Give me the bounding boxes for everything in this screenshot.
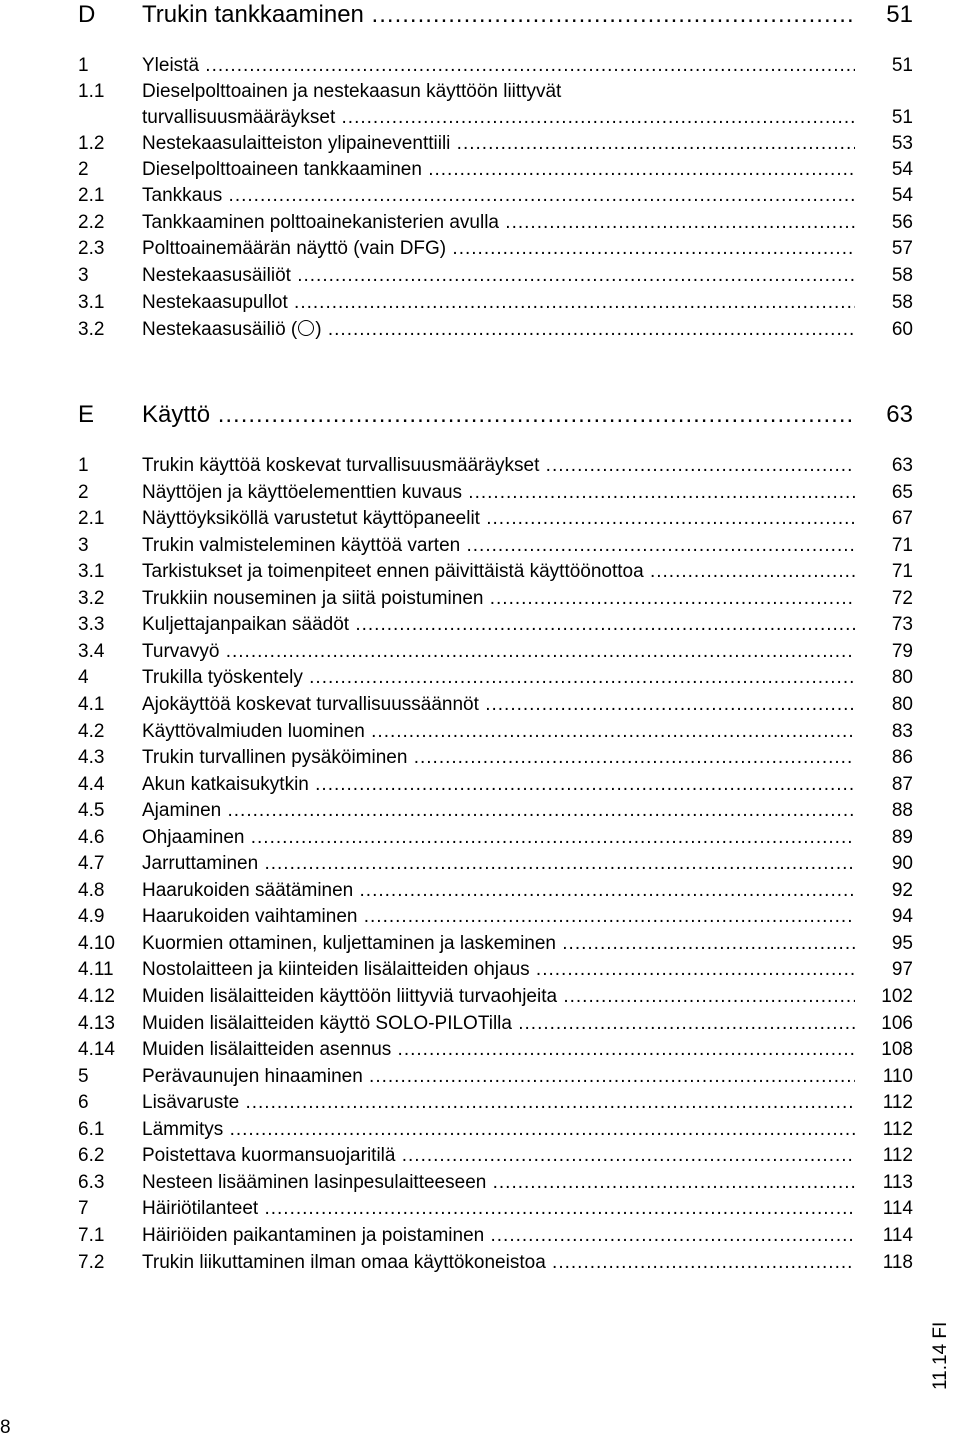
toc-entry xyxy=(78,53,913,79)
entry-number: 3 xyxy=(78,535,89,556)
toc-entry xyxy=(78,263,913,289)
entry-number: 6 xyxy=(78,1092,89,1113)
entry-page: 67 xyxy=(891,508,913,529)
entry-page: 83 xyxy=(891,721,913,742)
entry-title: Turvavyö ..... xyxy=(142,639,855,665)
entry-title: Trukkiin nouseminen ja siitä poistuminen ..... xyxy=(142,586,855,612)
entry-number: 3.1 xyxy=(78,292,105,313)
entry-title: Nestekaasusäiliöt ..... xyxy=(142,263,855,289)
toc-entry xyxy=(78,453,913,479)
entry-page: 80 xyxy=(891,667,913,688)
entry-title: Nesteen lisääminen lasinpesulaitteeseen ..... xyxy=(142,1170,855,1196)
entry-page: 112 xyxy=(882,1119,913,1140)
entry-title: Ajaminen ..... xyxy=(142,798,855,824)
toc-entry xyxy=(78,1064,913,1090)
entry-page: 72 xyxy=(891,588,913,609)
entry-title: Häiriöiden paikantaminen ja poistaminen ..... xyxy=(142,1223,855,1249)
entry-title: Kuormien ottaminen, kuljettaminen ja laskeminen ..... xyxy=(142,931,855,957)
toc-entry xyxy=(78,1090,913,1116)
entry-page: 112 xyxy=(882,1145,913,1166)
entry-page: 87 xyxy=(891,774,913,795)
toc-entry xyxy=(78,719,913,745)
toc-entry xyxy=(78,105,913,131)
entry-number: 4.4 xyxy=(78,774,105,795)
entry-title: Ohjaaminen ..... xyxy=(142,825,855,851)
entry-page: 51 xyxy=(891,107,913,128)
entry-page: 79 xyxy=(891,641,913,662)
page-number: 8 xyxy=(0,1417,11,1438)
entry-title: Yleistä ..... xyxy=(142,53,855,79)
toc-entry xyxy=(78,692,913,718)
entry-page: 56 xyxy=(891,212,913,233)
entry-title: Perävaunujen hinaaminen ..... xyxy=(142,1064,855,1090)
entry-page: 51 xyxy=(891,55,913,76)
toc-entry xyxy=(78,612,913,638)
chapter-letter: E xyxy=(78,401,95,428)
chapter-title: Käyttö ..... xyxy=(142,400,855,430)
entry-title: Jarruttaminen ..... xyxy=(142,851,855,877)
entry-page: 88 xyxy=(891,800,913,821)
toc-chapter-e xyxy=(78,400,913,430)
entry-number: 1 xyxy=(78,455,89,476)
entry-number: 2.1 xyxy=(78,185,105,206)
toc-entry xyxy=(78,533,913,559)
entry-title: Dieselpolttoainen ja nestekaasun käyttöön liittyvät xyxy=(142,81,562,102)
entry-page: 57 xyxy=(891,238,913,259)
entry-title: Muiden lisälaitteiden käyttö SOLO-PILOTilla ..... xyxy=(142,1011,855,1037)
toc-entry xyxy=(78,210,913,236)
entry-number: 4.6 xyxy=(78,827,105,848)
entry-page: 63 xyxy=(891,455,913,476)
entry-title: Akun katkaisukytkin ..... xyxy=(142,772,855,798)
entry-number: 6.3 xyxy=(78,1172,105,1193)
entry-page: 86 xyxy=(891,747,913,768)
entry-title: Näyttöjen ja käyttöelementtien kuvaus ..... xyxy=(142,480,855,506)
entry-number: 3.1 xyxy=(78,561,105,582)
toc-entry xyxy=(78,1011,913,1037)
toc-entry xyxy=(78,79,913,105)
entry-number: 5 xyxy=(78,1066,89,1087)
entry-title: Tankkaus ..... xyxy=(142,183,855,209)
entry-number: 6.2 xyxy=(78,1145,105,1166)
entry-title: Poistettava kuormansuojaritilä ..... xyxy=(142,1143,855,1169)
entry-title-suffix: ) xyxy=(315,319,322,340)
entry-page: 58 xyxy=(891,292,913,313)
toc-entry xyxy=(78,131,913,157)
toc-entry xyxy=(78,798,913,824)
chapter-letter: D xyxy=(78,1,96,28)
entry-page: 114 xyxy=(882,1198,913,1219)
toc-entry xyxy=(78,290,913,316)
toc-entry xyxy=(78,1037,913,1063)
entry-page: 95 xyxy=(891,933,913,954)
entry-number: 1.2 xyxy=(78,133,105,154)
entry-title: Lämmitys ..... xyxy=(142,1117,855,1143)
entry-page: 73 xyxy=(891,614,913,635)
entry-page: 54 xyxy=(891,185,913,206)
entry-number: 6.1 xyxy=(78,1119,105,1140)
entry-title: turvallisuusmääräykset ..... xyxy=(142,105,855,131)
entry-number: 4.3 xyxy=(78,747,105,768)
entry-number: 4.5 xyxy=(78,800,105,821)
entry-page: 65 xyxy=(891,482,913,503)
entry-page: 118 xyxy=(882,1252,913,1273)
toc-chapter-d xyxy=(78,0,913,30)
entry-number: 4.7 xyxy=(78,853,105,874)
toc-entry xyxy=(78,639,913,665)
entry-page: 53 xyxy=(891,133,913,154)
entry-title: Haarukoiden vaihtaminen ..... xyxy=(142,904,855,930)
entry-title: Nestekaasupullot ..... xyxy=(142,290,855,316)
entry-number: 4.12 xyxy=(78,986,115,1007)
entry-page: 106 xyxy=(881,1013,913,1034)
toc-entry xyxy=(78,878,913,904)
entry-number: 4.13 xyxy=(78,1013,115,1034)
toc-entry xyxy=(78,1196,913,1222)
entry-title: Polttoainemäärän näyttö (vain DFG) ..... xyxy=(142,236,855,262)
entry-page: 60 xyxy=(891,319,913,340)
entry-number: 4.1 xyxy=(78,694,105,715)
entry-number: 2 xyxy=(78,159,89,180)
entry-number: 1.1 xyxy=(78,81,105,102)
entry-number: 3.4 xyxy=(78,641,105,662)
entry-page: 102 xyxy=(881,986,913,1007)
entry-page: 90 xyxy=(891,853,913,874)
toc-entry xyxy=(78,183,913,209)
entry-title: Haarukoiden säätäminen ..... xyxy=(142,878,855,904)
toc-entry xyxy=(78,745,913,771)
entry-title: Näyttöyksiköllä varustetut käyttöpaneelit ..... xyxy=(142,506,855,532)
entry-number: 3.2 xyxy=(78,319,105,340)
entry-number: 3.2 xyxy=(78,588,105,609)
entry-title: Tarkistukset ja toimenpiteet ennen päivittäistä käyttöönottoa ..... xyxy=(142,559,855,585)
toc-entry xyxy=(78,851,913,877)
toc-entry xyxy=(78,559,913,585)
entry-page: 89 xyxy=(891,827,913,848)
toc-entry xyxy=(78,317,913,343)
entry-number: 4.2 xyxy=(78,721,105,742)
toc-entry xyxy=(78,1143,913,1169)
entry-number: 2.2 xyxy=(78,212,105,233)
entry-title: Trukin turvallinen pysäköiminen ..... xyxy=(142,745,855,771)
toc-entry xyxy=(78,157,913,183)
entry-number: 4.9 xyxy=(78,906,105,927)
toc-entry xyxy=(78,957,913,983)
entry-title: Muiden lisälaitteiden asennus ..... xyxy=(142,1037,855,1063)
entry-number: 3.3 xyxy=(78,614,105,635)
entry-title: Dieselpolttoaineen tankkaaminen ..... xyxy=(142,157,855,183)
entry-number: 7.2 xyxy=(78,1252,105,1273)
entry-number: 7.1 xyxy=(78,1225,105,1246)
entry-number: 2.1 xyxy=(78,508,105,529)
toc-entry xyxy=(78,984,913,1010)
entry-number: 4.10 xyxy=(78,933,115,954)
entry-title xyxy=(142,317,855,343)
edition-date-language: 11.14 FI xyxy=(930,1321,951,1390)
toc-entry xyxy=(78,904,913,930)
entry-number: 7 xyxy=(78,1198,89,1219)
toc-entry xyxy=(78,586,913,612)
entry-title: Häiriötilanteet ..... xyxy=(142,1196,855,1222)
toc-entry xyxy=(78,931,913,957)
chapter-page: 51 xyxy=(886,1,913,28)
entry-title: Trukin käyttöä koskevat turvallisuusmääräykset ..... xyxy=(142,453,855,479)
entry-title: Käyttövalmiuden luominen ..... xyxy=(142,719,855,745)
entry-title: Tankkaaminen polttoainekanisterien avulla ..... xyxy=(142,210,855,236)
entry-page: 54 xyxy=(891,159,913,180)
entry-page: 80 xyxy=(891,694,913,715)
entry-page: 97 xyxy=(891,959,913,980)
entry-title: Muiden lisälaitteiden käyttöön liittyviä turvaohjeita ..... xyxy=(142,984,855,1010)
entry-title: Kuljettajanpaikan säädöt ..... xyxy=(142,612,855,638)
entry-page: 108 xyxy=(881,1039,913,1060)
entry-number: 3 xyxy=(78,265,89,286)
entry-title: Trukin valmisteleminen käyttöä varten ..... xyxy=(142,533,855,559)
toc-entry xyxy=(78,1250,913,1276)
entry-title: Trukilla työskentely ..... xyxy=(142,665,855,691)
entry-page: 114 xyxy=(882,1225,913,1246)
entry-title: Nestekaasulaitteiston ylipaineventtiili ..... xyxy=(142,131,855,157)
entry-page: 92 xyxy=(891,880,913,901)
entry-page: 110 xyxy=(882,1066,913,1087)
entry-title: Nostolaitteen ja kiinteiden lisälaitteiden ohjaus ..... xyxy=(142,957,855,983)
entry-number: 4.14 xyxy=(78,1039,115,1060)
entry-title: Ajokäyttöä koskevat turvallisuussäännöt ..... xyxy=(142,692,855,718)
toc-entry xyxy=(78,772,913,798)
circle-option-icon xyxy=(298,320,314,336)
entry-number: 4 xyxy=(78,667,89,688)
entry-page: 58 xyxy=(891,265,913,286)
toc-entry xyxy=(78,236,913,262)
chapter-page: 63 xyxy=(886,401,913,428)
entry-number: 2 xyxy=(78,482,89,503)
entry-title: Trukin liikuttaminen ilman omaa käyttökoneistoa ..... xyxy=(142,1250,855,1276)
entry-number: 4.8 xyxy=(78,880,105,901)
toc-entry xyxy=(78,825,913,851)
entry-title-text: Nestekaasusäiliö ( xyxy=(142,319,298,340)
toc-entry xyxy=(78,506,913,532)
entry-page: 112 xyxy=(882,1092,913,1113)
entry-page: 113 xyxy=(882,1172,913,1193)
entry-number: 1 xyxy=(78,55,89,76)
entry-number: 2.3 xyxy=(78,238,105,259)
entry-page: 71 xyxy=(891,561,913,582)
toc-entry xyxy=(78,1170,913,1196)
toc-entry xyxy=(78,480,913,506)
entry-page: 71 xyxy=(891,535,913,556)
entry-number: 4.11 xyxy=(78,959,114,980)
entry-title: Lisävaruste ..... xyxy=(142,1090,855,1116)
toc-entry xyxy=(78,1223,913,1249)
toc-entry xyxy=(78,1117,913,1143)
entry-page: 94 xyxy=(891,906,913,927)
toc-entry xyxy=(78,665,913,691)
chapter-title: Trukin tankkaaminen ..... xyxy=(142,0,855,30)
